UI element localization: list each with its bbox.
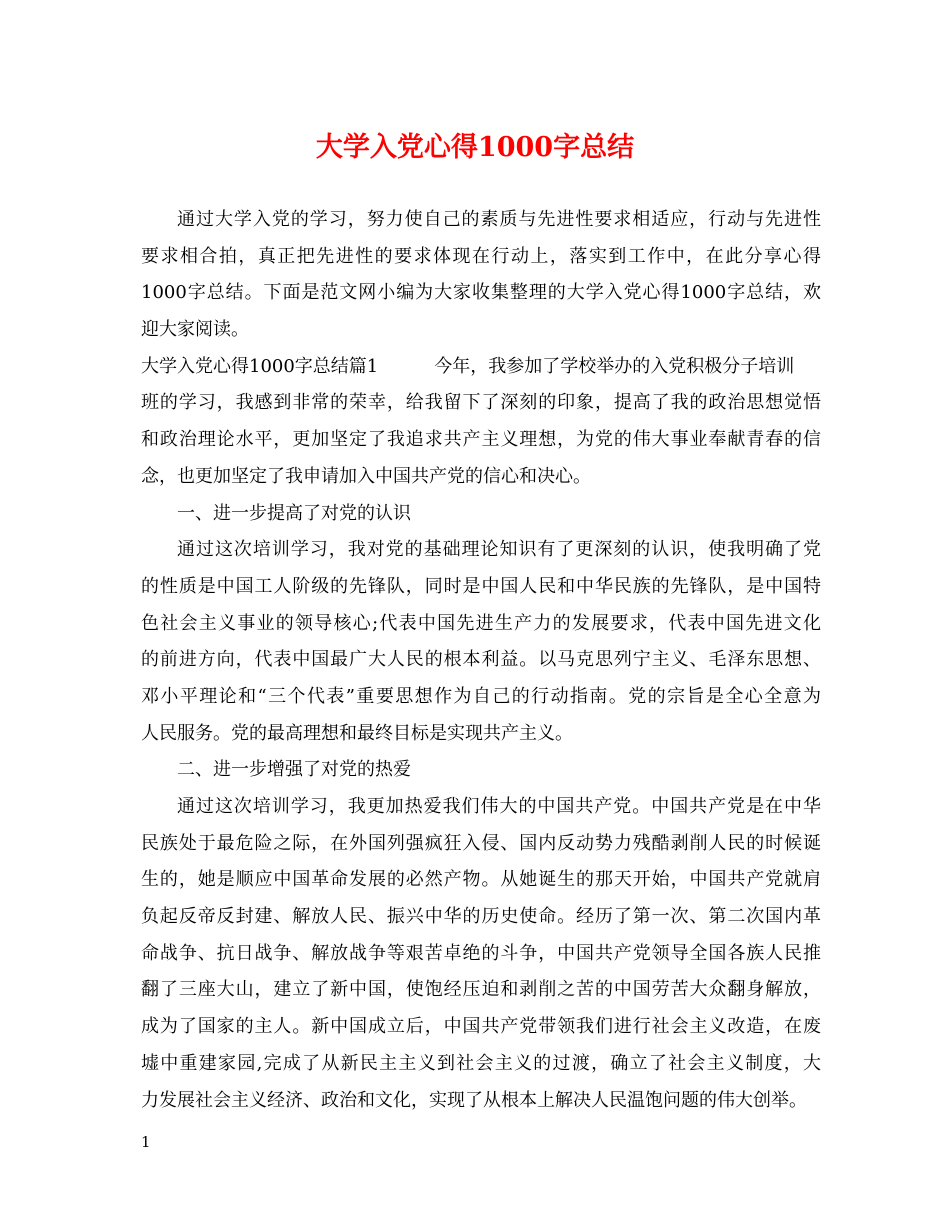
text-line: 负起反帝反封建、解放人民、振兴中华的历史使命。经历了第一次、第二次国内革 <box>141 906 821 928</box>
text-line: 二、进一步增强了对党的热爱 <box>177 759 411 781</box>
text-line: 生的，她是顺应中国革命发展的必然产物。从她诞生的那天开始，中国共产党就肩 <box>141 869 821 891</box>
document-title: 大学入党心得1000字总结 <box>315 132 635 163</box>
text-line: 人民服务。党的最高理想和最终目标是实现共产主义。 <box>141 722 573 744</box>
text-line: 念，也更加坚定了我申请加入中国共产党的信心和决心。 <box>141 465 591 487</box>
text-line: 通过这次培训学习，我更加热爱我们伟大的中国共产党。中国共产党是在中华 <box>177 796 821 817</box>
text-line: 1000字总结。下面是范文网小编为大家收集整理的大学入党心得1000字总结，欢 <box>141 282 821 304</box>
text-line: 民族处于最危险之际，在外国列强疯狂入侵、国内反动势力残酷剥削人民的时候诞 <box>141 832 821 854</box>
text-line: 的前进方向，代表中国最广大人民的根本利益。以马克思列宁主义、毛泽东思想、 <box>141 649 821 671</box>
text-line: 和政治理论水平，更加坚定了我追求共产主义理想，为党的伟大事业奉献青春的信 <box>141 429 821 451</box>
text-line: 命战争、抗日战争、解放战争等艰苦卓绝的斗争，中国共产党领导全国各族人民推 <box>141 942 821 964</box>
text-line: 的性质是中国工人阶级的先锋队，同时是中国人民和中华民族的先锋队，是中国特 <box>141 575 821 597</box>
text-line: 迎大家阅读。 <box>141 319 249 341</box>
text-line: 翻了三座大山，建立了新中国，使饱经压迫和剥削之苦的中国劳苦大众翻身解放， <box>141 979 821 1001</box>
text-line: 一、进一步提高了对党的认识 <box>177 502 411 524</box>
text-line: 要求相合拍，真正把先进性的要求体现在行动上，落实到工作中，在此分享心得 <box>141 245 821 267</box>
text-span: 今年，我参加了学校举办的入党积极分子培训 <box>434 355 795 377</box>
text-line: 班的学习，我感到非常的荣幸，给我留下了深刻的印象，提高了我的政治思想觉悟 <box>141 392 821 414</box>
document-body <box>141 202 821 1119</box>
text-line: 力发展社会主义经济、政治和文化，实现了从根本上解决人民温饱问题的伟大创举。 <box>141 1089 807 1111</box>
text-line: 色社会主义事业的领导核心;代表中国先进生产力的发展要求，代表中国先进文化 <box>141 612 821 634</box>
text-line: 成为了国家的主人。新中国成立后，中国共产党带领我们进行社会主义改造，在废 <box>141 1016 821 1038</box>
page-number: 1 <box>141 1133 151 1151</box>
section-heading: 大学入党心得1000字总结篇1 <box>141 355 379 377</box>
text-line <box>141 349 821 386</box>
text-line: 通过大学入党的学习，努力使自己的素质与先进性要求相适应，行动与先进性 <box>177 209 821 230</box>
text-line: 通过这次培训学习，我对党的基础理论知识有了更深刻的认识，使我明确了党 <box>177 539 821 561</box>
text-line: 墟中重建家园,完成了从新民主主义到社会主义的过渡，确立了社会主义制度，大 <box>141 1052 821 1074</box>
text-line: 邓小平理论和“三个代表”重要思想作为自己的行动指南。党的宗旨是全心全意为 <box>141 685 821 707</box>
